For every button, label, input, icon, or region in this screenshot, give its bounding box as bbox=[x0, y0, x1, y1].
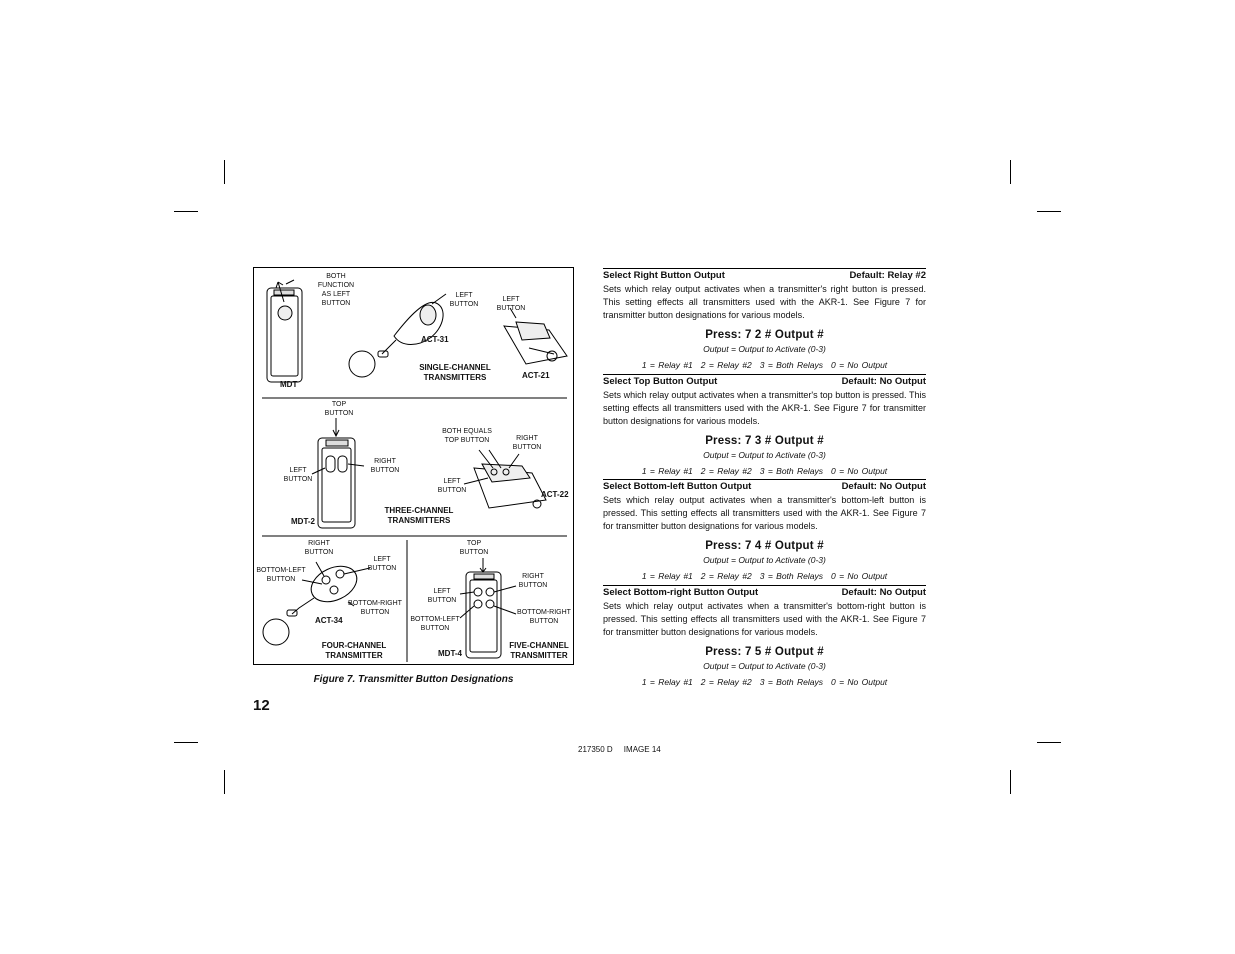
option: 0 = No Output bbox=[831, 571, 888, 581]
section-top-button bbox=[603, 374, 926, 477]
press-subtitle: Output = Output to Activate (0-3) bbox=[703, 450, 826, 460]
section-title: Select Right Button Output bbox=[603, 270, 725, 281]
model-act22: ACT-22 bbox=[541, 490, 569, 499]
model-mdt2: MDT-2 bbox=[291, 517, 315, 526]
press-command: Press: 7 3 # Output # bbox=[705, 435, 824, 447]
model-mdt4: MDT-4 bbox=[438, 649, 462, 658]
option: 2 = Relay #2 bbox=[700, 571, 752, 581]
section-bottom-right-button bbox=[603, 585, 926, 688]
option: 1 = Relay #1 bbox=[641, 677, 693, 687]
option: 1 = Relay #1 bbox=[641, 360, 693, 370]
label-act34-right: RIGHT BUTTON bbox=[304, 540, 334, 556]
label-mdt2-right: RIGHT BUTTON bbox=[370, 458, 400, 474]
section-body: Sets which relay output activates when a transmitter's bottom-left button is pressed. This setting effects all transmitters used with the AKR-1. See Figure 7 for transmitter button designations for various models. bbox=[603, 495, 926, 531]
mdt-device-drawing bbox=[267, 280, 302, 382]
model-act21: ACT-21 bbox=[522, 371, 550, 380]
label-mdt4-left: LEFT BUTTON bbox=[427, 588, 457, 604]
crop-mark bbox=[1037, 742, 1061, 743]
label-act22-right: RIGHT BUTTON bbox=[512, 435, 542, 451]
press-subtitle: Output = Output to Activate (0-3) bbox=[703, 344, 826, 354]
press-subtitle: Output = Output to Activate (0-3) bbox=[703, 555, 826, 565]
option: 0 = No Output bbox=[831, 677, 888, 687]
model-act34: ACT-34 bbox=[315, 616, 343, 625]
output-options bbox=[603, 359, 926, 371]
crop-mark bbox=[1010, 160, 1011, 184]
output-options bbox=[603, 676, 926, 688]
group-title-three: THREE-CHANNEL TRANSMITTERS bbox=[384, 506, 454, 525]
label-mdt-both: BOTH FUNCTION AS LEFT BUTTON bbox=[317, 273, 355, 307]
group-title-five: FIVE-CHANNEL TRANSMITTER bbox=[509, 641, 569, 660]
group-title-four: FOUR-CHANNEL TRANSMITTER bbox=[321, 641, 387, 660]
option: 0 = No Output bbox=[831, 466, 888, 476]
section-title: Select Bottom-right Button Output bbox=[603, 587, 759, 598]
label-act34-bottomleft: BOTTOM-LEFT BUTTON bbox=[256, 567, 306, 583]
option: 3 = Both Relays bbox=[759, 360, 823, 370]
act22-device-drawing bbox=[464, 450, 546, 508]
option: 3 = Both Relays bbox=[759, 677, 823, 687]
group-title-single: SINGLE-CHANNEL TRANSMITTERS bbox=[419, 363, 491, 382]
option: 2 = Relay #2 bbox=[700, 677, 752, 687]
section-body: Sets which relay output activates when a transmitter's bottom-right button is pressed. This setting effects all transmitters used with the AKR-1. See Figure 7 for transmitter button designations for various models. bbox=[603, 601, 926, 637]
crop-mark bbox=[224, 770, 225, 794]
option: 3 = Both Relays bbox=[759, 571, 823, 581]
figure-caption: Figure 7. Transmitter Button Designations bbox=[313, 674, 514, 685]
section-default: Default: No Output bbox=[841, 481, 926, 492]
option: 3 = Both Relays bbox=[759, 466, 823, 476]
section-bottom-left-button bbox=[603, 479, 926, 582]
section-default: Default: No Output bbox=[841, 587, 926, 598]
crop-mark bbox=[1037, 211, 1061, 212]
label-mdt4-right: RIGHT BUTTON bbox=[518, 573, 548, 589]
press-command: Press: 7 2 # Output # bbox=[705, 329, 824, 341]
section-title: Select Bottom-left Button Output bbox=[603, 481, 752, 492]
footer-code: 217350 D IMAGE 14 bbox=[578, 745, 661, 754]
model-act31: ACT-31 bbox=[421, 335, 449, 344]
section-title: Select Top Button Output bbox=[603, 376, 718, 387]
crop-mark bbox=[174, 211, 198, 212]
label-act21-left: LEFT BUTTON bbox=[496, 296, 526, 312]
press-command: Press: 7 5 # Output # bbox=[705, 646, 824, 658]
crop-mark bbox=[1010, 770, 1011, 794]
mdt2-device-drawing bbox=[312, 418, 364, 528]
label-act34-left: LEFT BUTTON bbox=[367, 556, 397, 572]
section-default: Default: No Output bbox=[841, 376, 926, 387]
label-act22-left: LEFT BUTTON bbox=[437, 478, 467, 494]
label-mdt2-top: TOP BUTTON bbox=[324, 401, 354, 417]
transmitter-figure bbox=[253, 267, 574, 665]
section-default: Default: Relay #2 bbox=[849, 270, 926, 281]
section-right-button bbox=[603, 268, 926, 371]
option: 2 = Relay #2 bbox=[700, 466, 752, 476]
option: 1 = Relay #1 bbox=[641, 466, 693, 476]
label-mdt2-left: LEFT BUTTON bbox=[283, 467, 313, 483]
label-mdt4-bottomleft: BOTTOM-LEFT BUTTON bbox=[410, 616, 460, 632]
model-mdt: MDT bbox=[280, 380, 298, 389]
crop-mark bbox=[224, 160, 225, 184]
option: 2 = Relay #2 bbox=[700, 360, 752, 370]
page-number: 12 bbox=[253, 697, 270, 714]
press-command: Press: 7 4 # Output # bbox=[705, 540, 824, 552]
output-options bbox=[603, 465, 926, 477]
output-options bbox=[603, 570, 926, 582]
label-mdt4-bottomright: BOTTOM-RIGHT BUTTON bbox=[517, 609, 571, 625]
label-mdt4-top: TOP BUTTON bbox=[459, 540, 489, 556]
label-act34-bottomright: BOTTOM-RIGHT BUTTON bbox=[348, 600, 402, 616]
option: 0 = No Output bbox=[831, 360, 888, 370]
crop-mark bbox=[174, 742, 198, 743]
option: 1 = Relay #1 bbox=[641, 571, 693, 581]
section-body: Sets which relay output activates when a transmitter's right button is pressed. This setting effects all transmitters used with the AKR-1. See Figure 7 for transmitter button designations for various models. bbox=[603, 284, 926, 320]
label-act31-left: LEFT BUTTON bbox=[449, 292, 479, 308]
label-act22-both: BOTH EQUALS TOP BUTTON bbox=[442, 428, 492, 444]
press-subtitle: Output = Output to Activate (0-3) bbox=[703, 661, 826, 671]
section-body: Sets which relay output activates when a transmitter's top button is pressed. This setting effects all transmitters used with the AKR-1. See Figure 7 for transmitter button designations for various models. bbox=[603, 390, 926, 426]
act21-device-drawing bbox=[504, 308, 567, 364]
